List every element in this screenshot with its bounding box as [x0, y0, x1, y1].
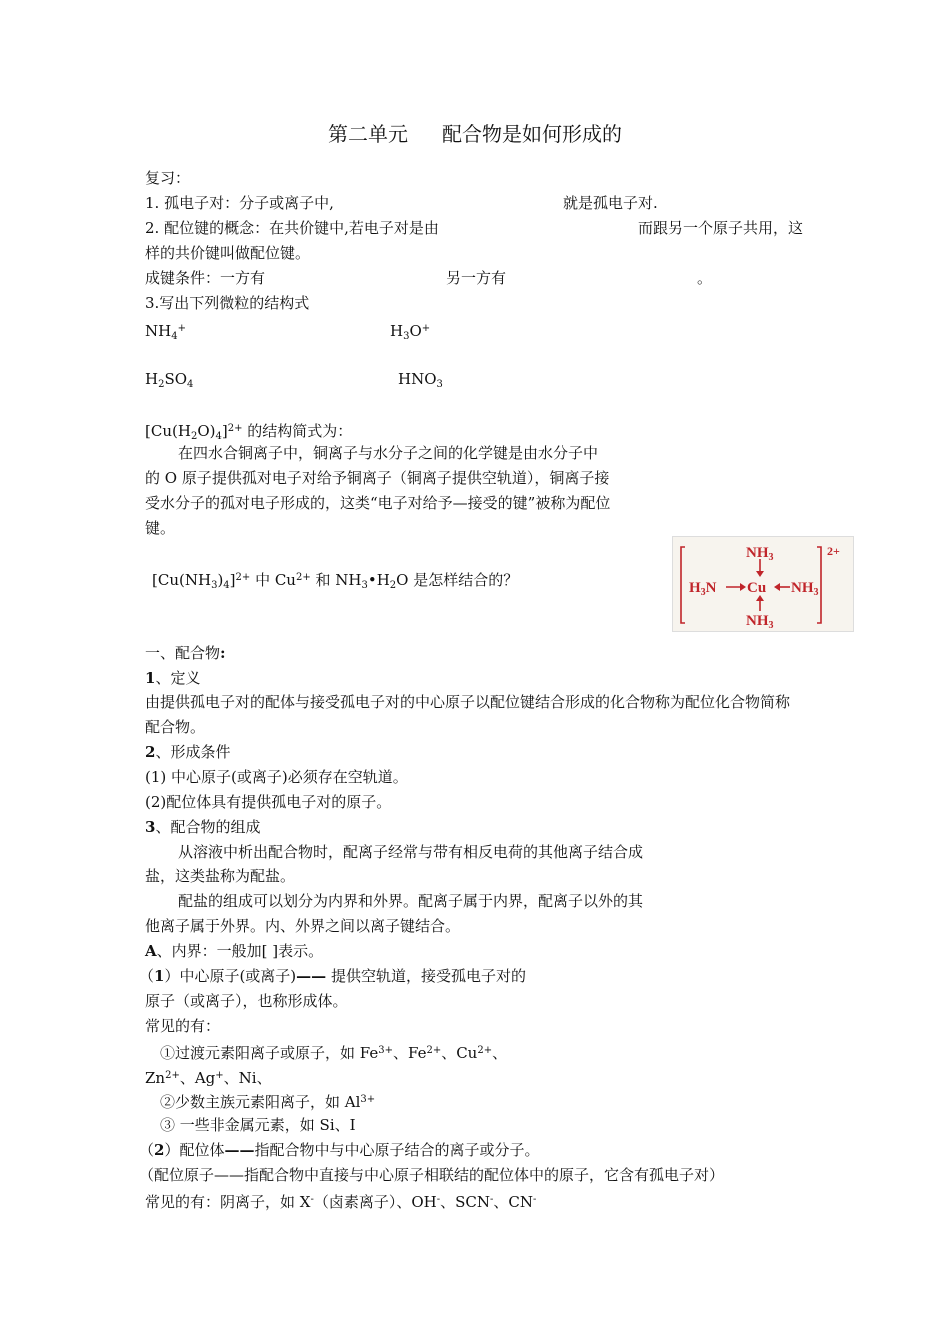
cu-water-text-3: 受水分子的孤对电子形成的，这类“电子对给予—接受的键”被称为配位 — [145, 494, 611, 512]
common-heading: 常见的有： — [145, 1017, 221, 1035]
composition-text-4: 他离子属于外界。内、外界之间以离子键结合。 — [145, 917, 461, 935]
complex-charge: 2+ — [827, 544, 840, 558]
review-q2-end: 而跟另一个原子共用，这 — [638, 219, 804, 237]
right-bracket — [817, 547, 821, 623]
bond-condition-b: 另一方有 — [446, 269, 507, 287]
cu-water-text-1: 在四水合铜离子中，铜离子与水分子之间的化学键是由水分子中 — [178, 444, 599, 462]
arrowhead-right — [774, 583, 780, 591]
common-item-3: ③ 一些非金属元素，如 Si、I — [160, 1116, 356, 1134]
ligand-top: $NH_3$ — [746, 545, 774, 563]
condition-heading: 2、形成条件 — [145, 743, 231, 761]
section1-heading: 一、配合物: — [145, 644, 226, 662]
coordinating-atom-note: （配位原子——指配合物中直接与中心原子相联结的配位体中的原子，它含有孤电子对） — [139, 1166, 725, 1184]
bond-condition-a: 成键条件：一方有 — [145, 269, 266, 287]
common-item-1-cont: $Zn^{2+}$、Ag+、Ni、 — [145, 1069, 272, 1087]
review-q1-start: 1. 孤电子对：分子或离子中, — [145, 194, 334, 212]
composition-heading: 3、配合物的组成 — [145, 818, 261, 836]
formula-h3o: $H_3O^+$ — [390, 322, 431, 342]
title-topic: 配合物是如何形成的 — [442, 122, 622, 146]
ligand-left: $H_3N$ — [689, 580, 717, 598]
composition-text-2: 盐，这类盐称为配盐。 — [145, 867, 296, 885]
composition-text-3: 配盐的组成可以划分为内界和外界。配离子属于内界，配离子以外的其 — [178, 892, 644, 910]
bond-condition-end: 。 — [697, 269, 713, 287]
condition-2: (2)配位体具有提供孤电子对的原子。 — [145, 793, 392, 811]
formula-h2so4: $H_2SO_4$ — [145, 370, 194, 390]
ligand-bottom: $NH_3$ — [746, 613, 774, 631]
composition-text-1: 从溶液中析出配合物时，配离子经常与带有相反电荷的其他离子结合成 — [178, 843, 644, 861]
formula-nh4: $NH_4^+$ — [145, 322, 186, 342]
review-q2-cont: 样的共价键叫做配位键。 — [145, 244, 311, 262]
diagram-svg — [673, 537, 853, 631]
common-item-1: ①过渡元素阳离子或原子，如 $Fe^{3+}$、$Fe^{2+}$、$Cu^{2+}$、 — [160, 1044, 508, 1062]
page-title — [0, 120, 950, 148]
left-bracket — [681, 547, 685, 623]
inner-sphere-heading: A、内界：一般加[ ]表示。 — [145, 942, 324, 960]
ligand-right: $NH_3$ — [791, 580, 819, 598]
condition-1: (1) 中心原子(或离子)必须存在空轨道。 — [145, 768, 408, 786]
review-q1-end: 就是孤电子对. — [563, 194, 658, 212]
title-unit: 第二单元 — [328, 122, 408, 146]
review-q2-start: 2. 配位键的概念：在共价键中,若电子对是由 — [145, 219, 439, 237]
cu-ammonia-question: $[Cu(NH_3)_4]^{2+}$ 中 $Cu^{2+}$ 和 $NH_3•H_2O$ 是怎样结合的？ — [152, 571, 519, 591]
definition-heading: 1、定义 — [145, 669, 201, 687]
review-heading: 复习： — [145, 169, 191, 187]
formula-hno3: $HNO_3$ — [398, 370, 443, 390]
cu-water-formula: $[Cu(H_2O)_4]^{2+}$ 的结构简式为： — [145, 422, 353, 442]
common-item-2: ②少数主族元素阳离子，如 $Al^{3+}$ — [160, 1093, 376, 1111]
arrowhead-top — [756, 571, 764, 577]
cu-water-text-4: 键。 — [145, 519, 176, 537]
center-atom: Cu — [747, 580, 767, 596]
definition-text-2: 配合物。 — [145, 718, 206, 736]
common-anions-line: 常见的有：阴离子，如 X-（卤素离子）、OH-、SCN-、CN- — [145, 1193, 537, 1211]
cu-ammonia-structure-diagram — [672, 536, 854, 632]
cu-water-text-2: 的 O 原子提供孤对电子对给予铜离子（铜离子提供空轨道），铜离子接 — [145, 469, 610, 487]
definition-text-1: 由提供孤电子对的配体与接受孤电子对的中心原子以配位键结合形成的化合物称为配位化合物简称 — [145, 693, 791, 711]
review-q3: 3.写出下列微粒的结构式 — [145, 294, 310, 312]
arrowhead-left — [740, 583, 746, 591]
central-atom-line-2: 原子（或离子），也称形成体。 — [145, 992, 348, 1010]
central-atom-line: （1）中心原子(或离子)—— 提供空轨道，接受孤电子对的 — [139, 967, 526, 985]
ligand-definition: （2）配位体——指配合物中与中心原子结合的离子或分子。 — [139, 1141, 540, 1159]
